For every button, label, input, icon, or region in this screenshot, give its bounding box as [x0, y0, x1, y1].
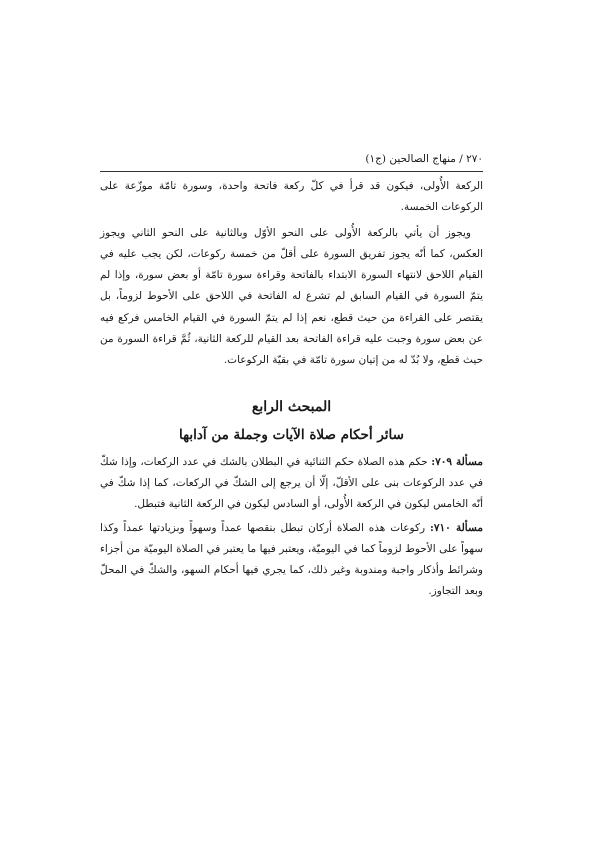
issue-709 — [100, 452, 483, 516]
paragraph-continued: الركعة الأُولى، فيكون قد قرأ في كلّ ركعة فاتحة واحدة، وسورة تامّة موزّعة على الركوعات الخمسة. — [100, 180, 483, 214]
section-subtitle: سائر أحكام صلاة الآيات وجملة من آدابها — [179, 426, 404, 443]
paragraph-conditions: ويجوز أن يأتي بالركعة الأُولى على النحو الأوّل وبالثانية على النحو الثاني ويجوز العكس، كما أنّه يجوز تفريق السورة على أقلّ من خمسة ركوعات، لكن يجب عليه في القيام اللاحق لانتهاء السورة الابتداء بالفاتحة وقراءة سورة تامّة أو بعض سورة، وإذا لم يتمّ السورة في القيام السابق لم تشرع له الفاتحة في اللاحق على الأحوط لزوماً، بل يقتصر على القراءة من حيث قطع، نعم إذا لم يتمّ السورة في القيام الخامس فركع فيه عن بعض سورة وجبت عليه قراءة الفاتحة بعد القيام للركعة الثانية، ثُمَّ قراءة السورة من حيث قطع، ولا بُدّ له من إتيان سورة تامّة في بقيّة الركوعات. — [100, 226, 483, 367]
running-header: ٢٧٠ / منهاج الصالحين (ج١) — [365, 153, 483, 165]
issue-710 — [100, 518, 483, 603]
page-body — [100, 176, 483, 603]
issue-710-label: مسألة ٧١٠: — [429, 521, 483, 534]
section-title: المبحث الرابع — [251, 398, 332, 415]
header-rule — [100, 171, 483, 172]
issue-710-text: ركوعات هذه الصلاة أركان تبطل بنقصها عمداً وسهواً وبزيادتها عمداً وكذا سهواً على الأحوط لزوماً كما في اليوميّة، ويعتبر فيها ما يعتبر في الصلاة اليوميّة من أجزاء وشرائط وأذكار واجبة ومندوبة وغير ذلك، كما يجري فيها أحكام السهو، والشكّ في المحلّ وبعد التجاوز. — [100, 521, 483, 598]
issue-709-label: مسألة ٧٠٩: — [431, 455, 483, 468]
issue-709-text: حكم هذه الصلاة حكم الثنائية في البطلان بالشك في عدد الركعات، وإذا شكّ في عدد الركوعات بنى على الأقلّ، إلّا أن يرجع إلى الشكّ في الركعات، كما إذا شكّ في أنّه الخامس ليكون في الركعة الأُولى، أو السادس ليكون في الركعة الثانية فتبطل. — [100, 455, 483, 511]
